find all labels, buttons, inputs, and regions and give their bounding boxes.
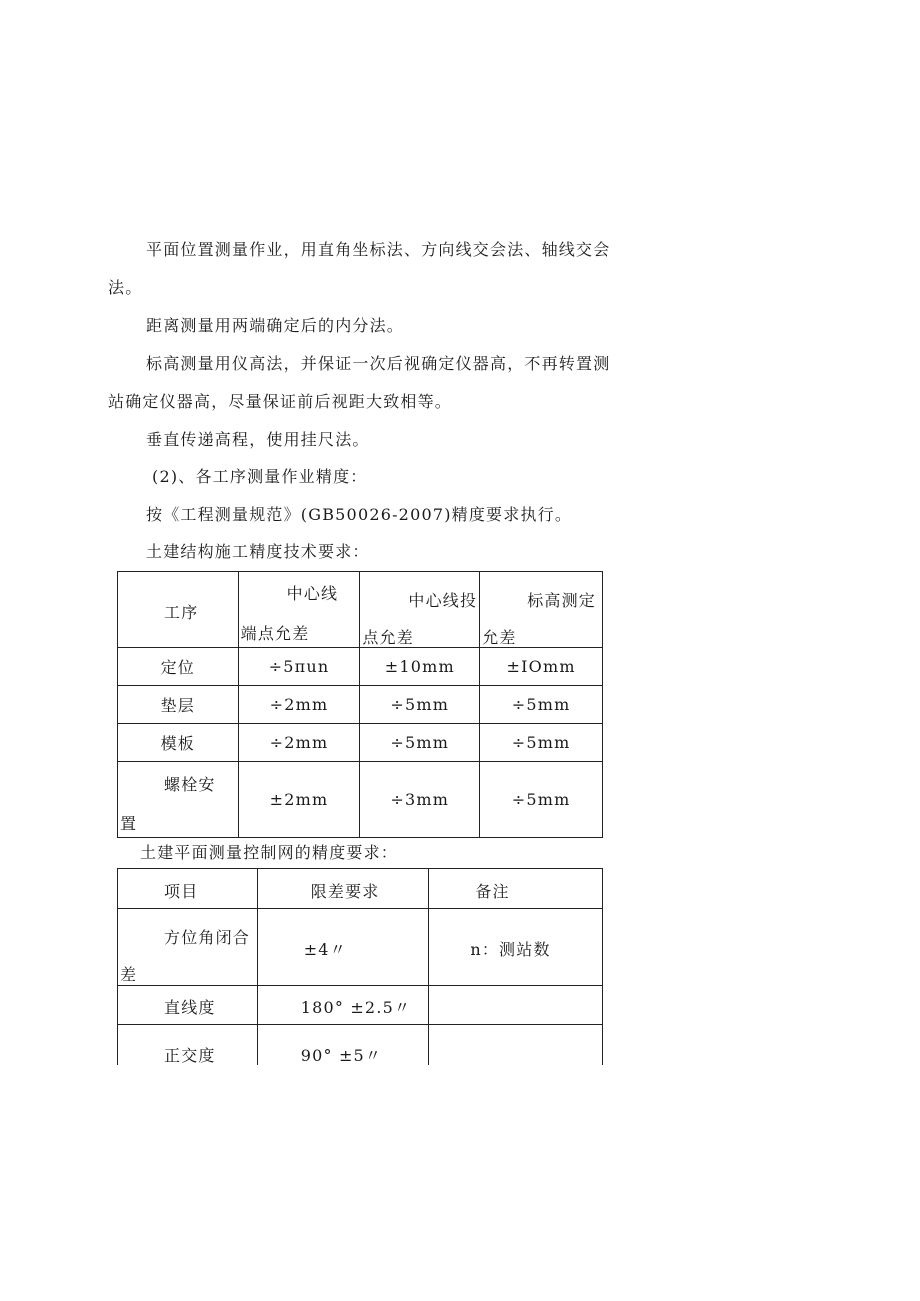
centerline-tolerance: ÷5πun	[268, 657, 330, 676]
table-cell	[118, 724, 239, 762]
projection-tolerance: ÷3mm	[390, 790, 450, 809]
header-cell	[429, 869, 603, 909]
table1-caption: 土建结构施工精度技术要求：	[146, 542, 370, 561]
process-name-b: 置	[120, 814, 138, 833]
table-cell	[480, 724, 603, 762]
table-cell	[429, 1025, 603, 1065]
table-row	[118, 762, 603, 838]
table-cell	[118, 648, 239, 686]
process-name: 定位	[160, 658, 196, 677]
header-cell	[118, 572, 239, 648]
paragraph-standard: 按《工程测量规范》(GB50026-2007)精度要求执行。	[146, 505, 573, 524]
table-cell	[238, 724, 360, 762]
table-cell	[118, 909, 258, 986]
process-name-a: 螺栓安	[164, 775, 216, 794]
table-row	[118, 724, 603, 762]
table-row	[118, 648, 603, 686]
projection-tolerance: ±10mm	[384, 657, 455, 676]
table2-caption: 土建平面测量控制网的精度要求：	[140, 843, 399, 862]
limit-value: 90° ±5〃	[300, 1046, 383, 1065]
table-cell	[360, 648, 480, 686]
table-cell	[480, 686, 603, 724]
paragraph-plane-position-cont: 法。	[108, 278, 143, 297]
header-cell	[360, 572, 480, 648]
header-cell	[480, 572, 603, 648]
paragraph-vertical: 垂直传递高程，使用挂尺法。	[146, 430, 370, 449]
item-name-a: 方位角闭合	[164, 928, 251, 947]
table-cell	[360, 762, 480, 838]
table-cell	[360, 724, 480, 762]
table-cell	[360, 686, 480, 724]
elevation-tolerance: ÷5mm	[511, 733, 571, 752]
paragraph-elevation-cont: 站确定仪器高，尽量保证前后视距大致相等。	[108, 392, 453, 411]
table-cell	[238, 762, 360, 838]
table-cell	[429, 986, 603, 1025]
table-row	[118, 1025, 603, 1065]
projection-tolerance: ÷5mm	[390, 695, 450, 714]
header-centerline-a: 中心线	[286, 584, 339, 603]
table-row	[118, 686, 603, 724]
header-process: 工序	[164, 603, 199, 622]
header-elevation-a: 标高测定	[527, 591, 596, 610]
table-cell	[257, 986, 429, 1025]
table-row	[118, 986, 603, 1025]
limit-value: 180° ±2.5〃	[300, 998, 412, 1017]
remark-value: n：测站数	[470, 940, 551, 959]
paragraph-distance: 距离测量用两端确定后的内分法。	[146, 316, 405, 335]
header-cell	[118, 869, 258, 909]
table-cell	[118, 686, 239, 724]
table-cell	[118, 1025, 258, 1065]
centerline-tolerance: ÷2mm	[269, 695, 329, 714]
header-remark: 备注	[475, 882, 510, 901]
header-elevation-b: 允差	[482, 628, 517, 647]
header-centerline-b: 端点允差	[240, 624, 310, 643]
process-name: 垫层	[160, 696, 196, 715]
table-header-row	[118, 869, 603, 909]
projection-tolerance: ÷5mm	[390, 733, 450, 752]
item-name: 正交度	[164, 1046, 216, 1065]
centerline-tolerance: ÷2mm	[269, 733, 329, 752]
elevation-tolerance: ÷5mm	[511, 790, 571, 809]
header-item: 项目	[164, 882, 199, 901]
precision-table-structure	[117, 571, 603, 838]
elevation-tolerance: ÷5mm	[511, 695, 571, 714]
control-network-table	[117, 868, 603, 1065]
process-name: 模板	[160, 734, 196, 753]
paragraph-section-heading: (2)、各工序测量作业精度：	[152, 467, 368, 486]
item-name: 直线度	[164, 998, 216, 1017]
table-cell	[257, 909, 429, 986]
limit-value: ±4〃	[303, 940, 347, 959]
table-cell	[480, 762, 603, 838]
header-cell	[257, 869, 429, 909]
table-cell	[238, 686, 360, 724]
table-cell	[118, 986, 258, 1025]
table-cell	[257, 1025, 429, 1065]
table-cell	[429, 909, 603, 986]
header-projection-b: 点允差	[362, 628, 414, 647]
table-header-row	[118, 572, 603, 648]
paragraph-plane-position: 平面位置测量作业，用直角坐标法、方向线交会法、轴线交会	[146, 240, 611, 259]
elevation-tolerance: ±IOmm	[506, 657, 576, 676]
header-cell	[238, 572, 360, 648]
table-cell	[118, 762, 239, 838]
table-cell	[238, 648, 360, 686]
paragraph-elevation: 标高测量用仪高法，并保证一次后视确定仪器高，不再转置测	[146, 354, 611, 373]
header-limit: 限差要求	[310, 882, 380, 901]
item-name-b: 差	[120, 965, 138, 984]
table-row	[118, 909, 603, 986]
centerline-tolerance: ±2mm	[269, 790, 329, 809]
table-cell	[480, 648, 603, 686]
header-projection-a: 中心线投	[408, 591, 478, 610]
